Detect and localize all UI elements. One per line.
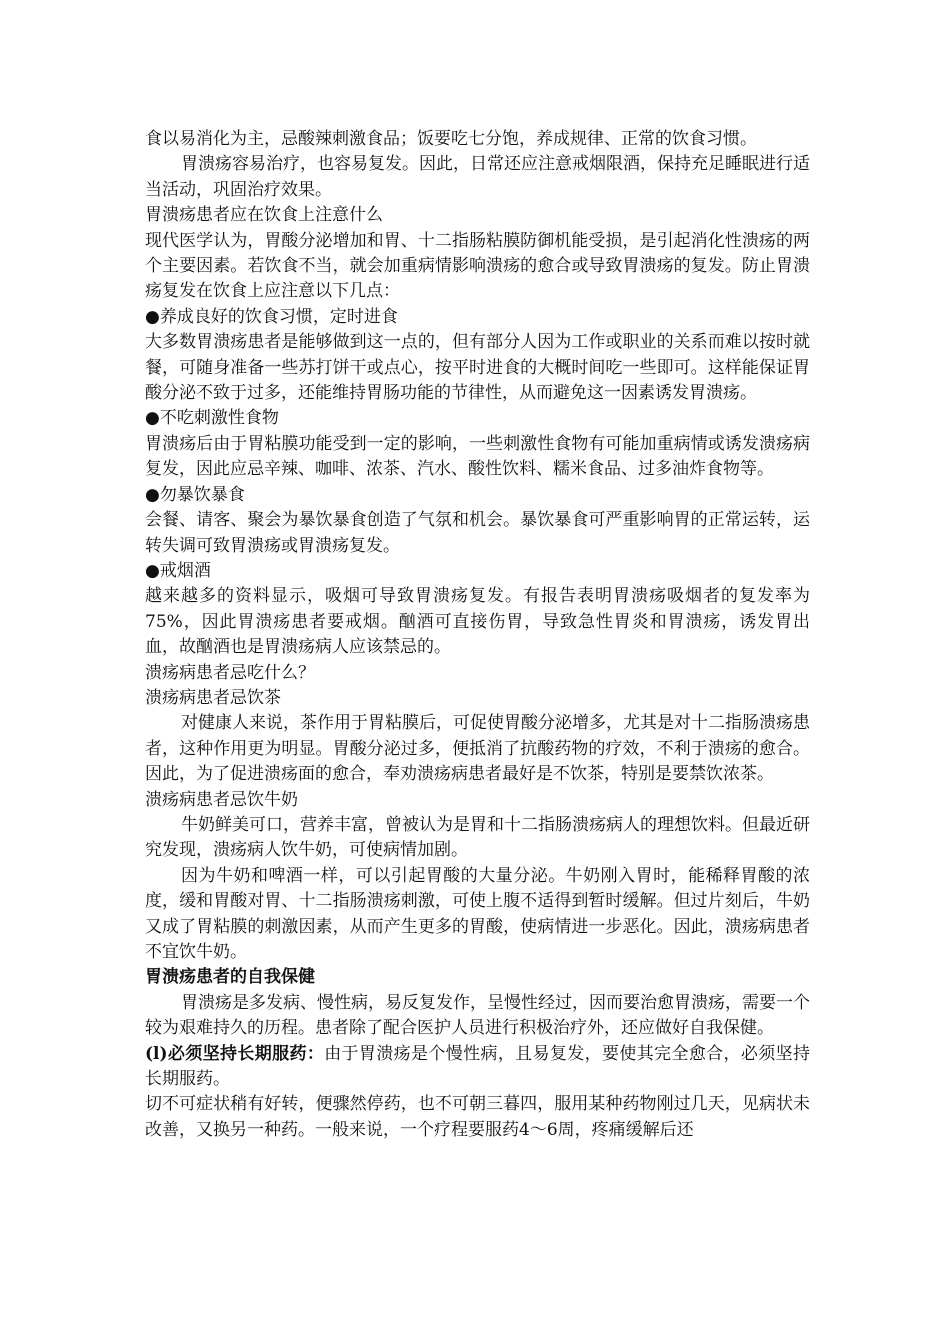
bullet-icon: ● bbox=[145, 484, 160, 505]
paragraph: 越来越多的资料显示，吸烟可导致胃溃疡复发。有报告表明胃溃疡吸烟者的复发率为75%，因此胃溃疡患者要戒烟。酗酒可直接伤胃，导致急性胃炎和胃溃疡，诱发胃出血，故酗酒也是胃溃疡病人应该禁忌的。 bbox=[145, 586, 810, 658]
section-heading: 胃溃疡患者应在饮食上注意什么 bbox=[145, 205, 383, 226]
bullet-heading-text: 不吃刺激性食物 bbox=[159, 408, 279, 429]
bullet-heading bbox=[145, 406, 810, 431]
paragraph: 胃溃疡容易治疗，也容易复发。因此，日常还应注意戒烟限酒，保持充足睡眠进行适当活动，巩固治疗效果。 bbox=[145, 154, 810, 200]
paragraph: 因为牛奶和啤酒一样，可以引起胃酸的大量分泌。牛奶刚入胃时，能稀释胃酸的浓度，缓和胃酸对胃、十二指肠溃疡刺激，可使上腹不适得到暂时缓解。但过片刻后，牛奶又成了胃粘膜的刺激因素，从而产生更多的胃酸，使病情进一步恶化。因此，溃疡病患者不宜饮牛奶。 bbox=[145, 865, 810, 962]
bullet-heading bbox=[145, 305, 810, 330]
bullet-icon: ● bbox=[145, 560, 160, 581]
section-heading-bold: 胃溃疡患者的自我保健 bbox=[145, 967, 315, 988]
paragraph: 牛奶鲜美可口，营养丰富，曾被认为是胃和十二指肠溃疡病人的理想饮料。但最近研究发现，溃疡病人饮牛奶，可使病情加剧。 bbox=[145, 814, 810, 861]
bullet-heading-text: 勿暴饮暴食 bbox=[159, 484, 245, 505]
paragraph: 胃溃疡后由于胃粘膜功能受到一定的影响，一些刺激性食物有可能加重病情或诱发溃疡病复发，因此应忌辛辣、咖啡、浓茶、汽水、酸性饮料、糯米食品、过多油炸食物等。 bbox=[145, 433, 810, 480]
bullet-heading bbox=[145, 483, 810, 508]
document-body bbox=[145, 127, 810, 1143]
paragraph: 食以易消化为主，忌酸辣刺激食品；饭要吃七分饱，养成规律、正常的饮食习惯。 bbox=[145, 129, 757, 149]
bullet-heading-text: 养成良好的饮食习惯，定时进食 bbox=[159, 306, 398, 327]
lead-in-bold: (l)必须坚持长期服药： bbox=[145, 1043, 325, 1064]
paragraph: 胃溃疡是多发病、慢性病，易反复发作，呈慢性经过，因而要治愈胃溃疡，需要一个较为艰难持久的历程。患者除了配合医护人员进行积极治疗外，还应做好自我保健。 bbox=[145, 992, 810, 1039]
lead-in-text: 由于胃溃疡是个慢性病，且易复发，要使其完全愈合，必须坚持长期服药。 bbox=[145, 1043, 811, 1090]
subsection-heading: 溃疡病患者忌饮牛奶 bbox=[145, 789, 298, 810]
paragraph: 切不可症状稍有好转，便骤然停药，也不可朝三暮四，服用某种药物刚过几天，见病状未改善，又换另一种药。一般来说，一个疗程要服药4～6周，疼痛缓解后还 bbox=[145, 1094, 810, 1140]
paragraph bbox=[145, 1042, 810, 1093]
bullet-heading-text: 戒烟酒 bbox=[159, 560, 211, 581]
paragraph: 大多数胃溃疡患者是能够做到这一点的，但有部分人因为工作或职业的关系而难以按时就餐，可随身准备一些苏打饼干或点心，按平时进食的大概时间吃一些即可。这样能保证胃酸分泌不致于过多，还能维持胃肠功能的节律性，从而避免这一因素诱发胃溃疡。 bbox=[145, 332, 810, 404]
section-heading: 溃疡病患者忌吃什么？ bbox=[145, 662, 315, 683]
bullet-heading bbox=[145, 559, 810, 584]
subsection-heading: 溃疡病患者忌饮茶 bbox=[145, 687, 281, 708]
paragraph: 会餐、请客、聚会为暴饮暴食创造了气氛和机会。暴饮暴食可严重影响胃的正常运转，运转失调可致胃溃疡或胃溃疡复发。 bbox=[145, 510, 810, 556]
bullet-icon: ● bbox=[145, 306, 160, 327]
paragraph: 对健康人来说，茶作用于胃粘膜后，可促使胃酸分泌增多，尤其是对十二指肠溃疡患者，这种作用更为明显。胃酸分泌过多，便抵消了抗酸药物的疗效，不利于溃疡的愈合。因此，为了促进溃疡面的愈合，奉劝溃疡病患者最好是不饮茶，特别是要禁饮浓茶。 bbox=[145, 713, 810, 785]
bullet-icon: ● bbox=[145, 408, 160, 429]
paragraph: 现代医学认为，胃酸分泌增加和胃、十二指肠粘膜防御机能受损，是引起消化性溃疡的两个主要因素。若饮食不当，就会加重病情影响溃疡的愈合或导致胃溃疡的复发。防止胃溃疡复发在饮食上应注意以下几点： bbox=[145, 230, 810, 302]
